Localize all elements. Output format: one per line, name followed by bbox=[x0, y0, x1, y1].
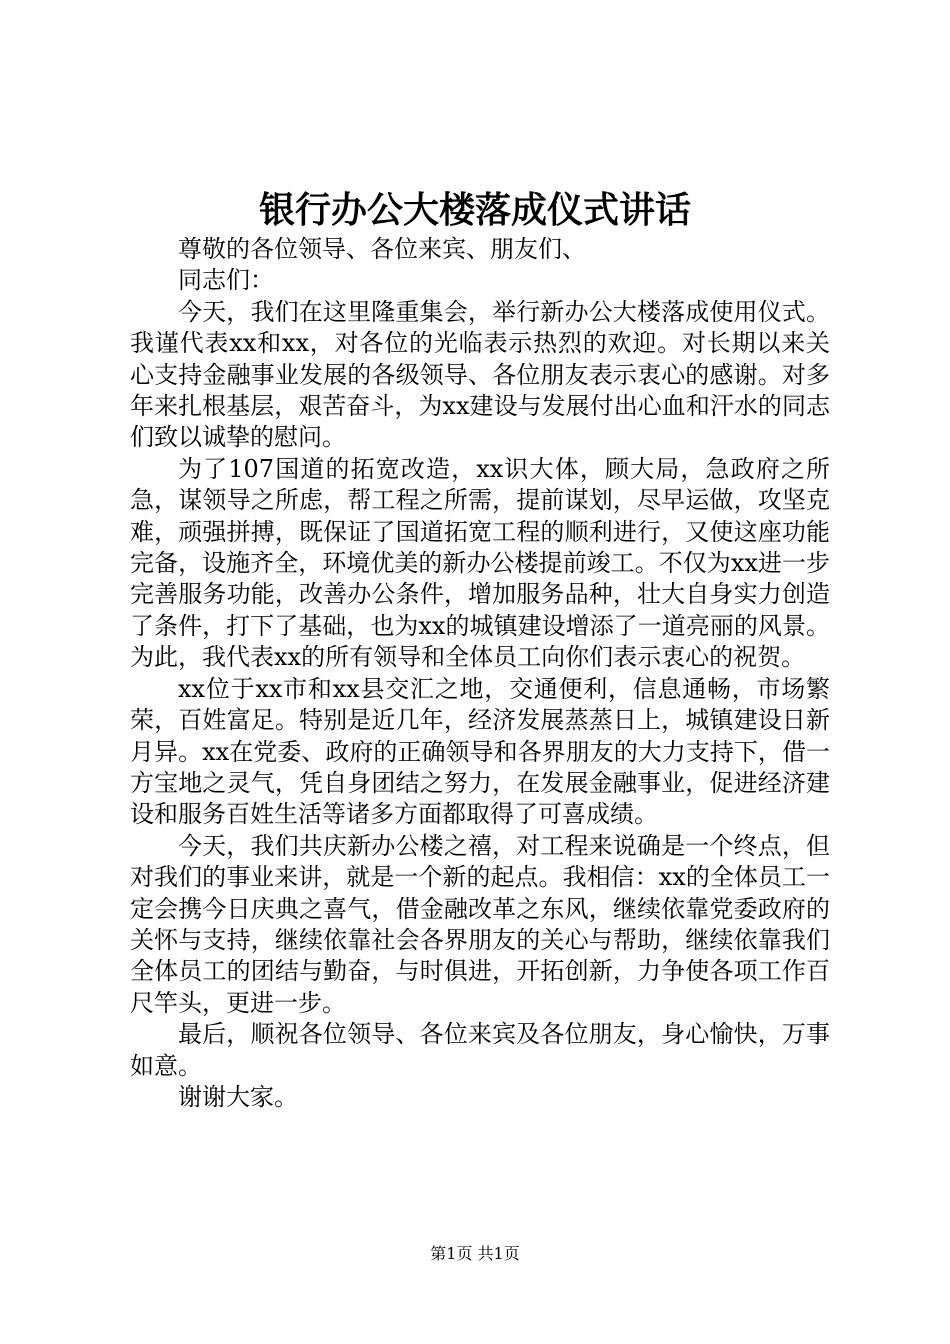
closing-thanks: 谢谢大家。 bbox=[178, 1082, 298, 1111]
page-footer: 第1页 共1页 bbox=[430, 1244, 520, 1263]
document-title: 银行办公大楼落成仪式讲话 bbox=[258, 189, 691, 231]
body-paragraph: xx位于xx市和xx县交汇之地，交通便利，信息通畅，市场繁荣，百姓富足。特别是近几年，经济发展蒸蒸日上，城镇建设日新月异。xx在党委、政府的正确领导和各界朋友的大力支持下，借一方宝地之灵气，凭自身团结之努力，在发展金融事业，促进经济建设和服务百姓生活等诸多方面都取得了可喜成绩。 bbox=[130, 674, 830, 829]
document-body bbox=[130, 234, 830, 1113]
salutation-line: 尊敬的各位领导、各位来宾、朋友们、 bbox=[178, 235, 586, 263]
closing-paragraph: 最后，顺祝各位领导、各位来宾及各位朋友，身心愉快，万事如意。 bbox=[130, 1020, 830, 1080]
salutation-line: 同志们： bbox=[178, 266, 274, 295]
body-paragraph: 为了107国道的拓宽改造，xx识大体，顾大局，急政府之所急，谋领导之所虑，帮工程之所需，提前谋划，尽早运做，攻坚克难，顽强拼搏，既保证了国道拓宽工程的顺利进行，又使这座功能完备，设施齐全，环境优美的新办公楼提前竣工。不仅为xx进一步完善服务功能，改善办公条件，增加服务品种，壮大自身实力创造了条件，打下了基础，也为xx的城镇建设增添了一道亮丽的风景。为此，我代表xx的所有领导和全体员工向你们表示衷心的祝贺。 bbox=[130, 454, 830, 672]
body-paragraph: 今天，我们共庆新办公楼之禧，对工程来说确是一个终点，但对我们的事业来讲，就是一个新的起点。我相信：xx的全体员工一定会携今日庆典之喜气，借金融改革之东风，继续依靠党委政府的关怀与支持，继续依靠社会各界朋友的关心与帮助，继续依靠我们全体员工的团结与勤奋，与时俱进，开拓创新，力争使各项工作百尺竿头，更进一步。 bbox=[130, 831, 830, 1017]
body-paragraph: 今天，我们在这里隆重集会，举行新办公大楼落成使用仪式。我谨代表xx和xx，对各位的光临表示热烈的欢迎。对长期以来关心支持金融事业发展的各级领导、各位朋友表示衷心的感谢。对多年来扎根基层，艰苦奋斗，为xx建设与发展付出心血和汗水的同志们致以诚挚的慰问。 bbox=[130, 297, 830, 452]
